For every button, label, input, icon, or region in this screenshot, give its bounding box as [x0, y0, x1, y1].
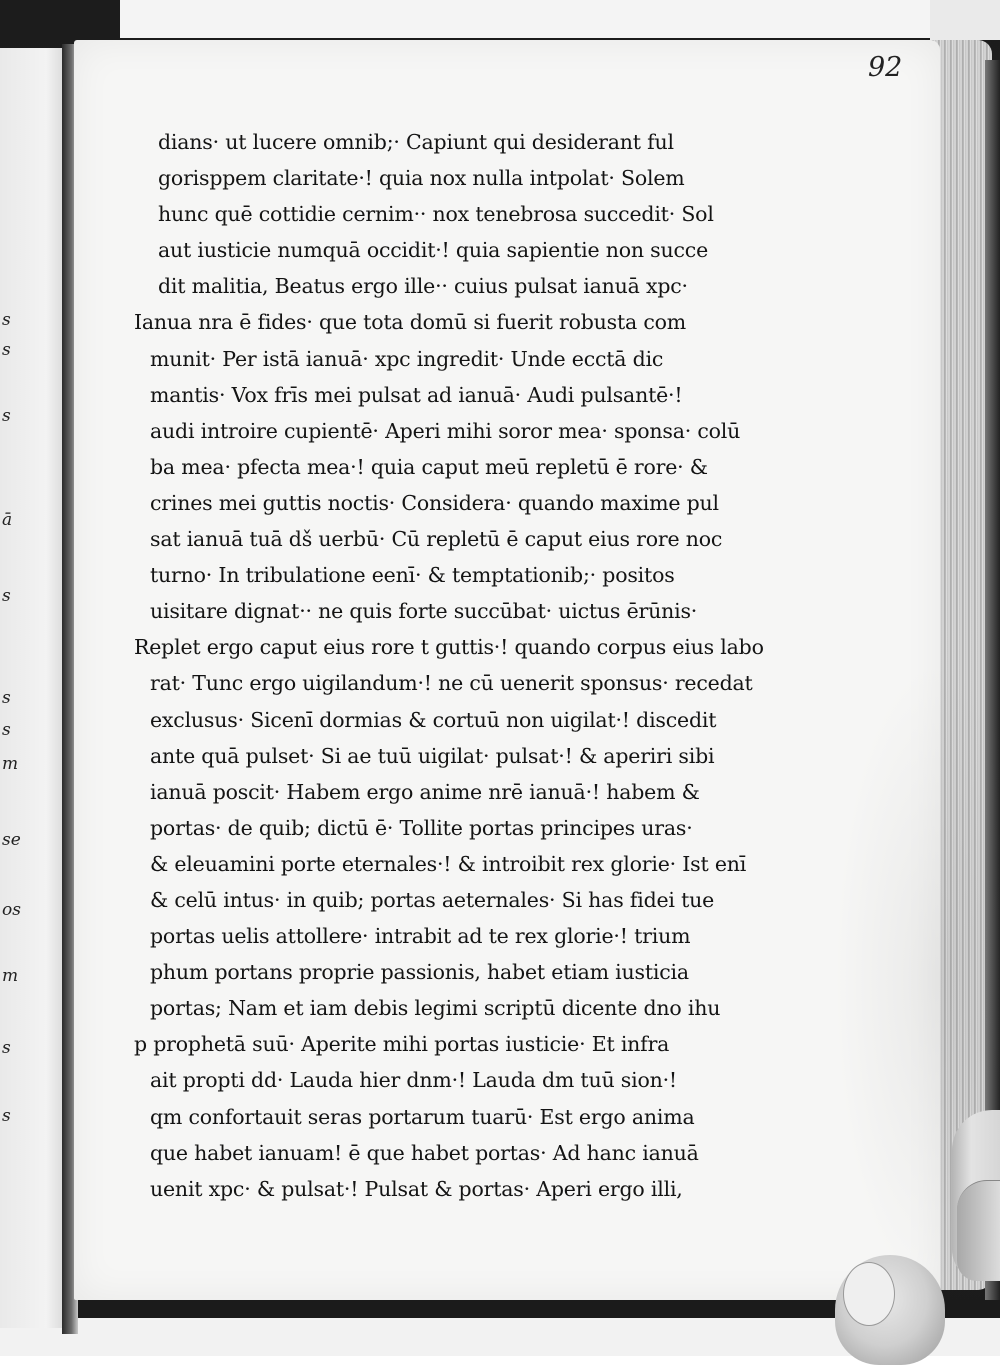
text-line: & celū intus· in quib; portas aeternales· Si has fidei tue: [150, 887, 715, 912]
left-margin-glyph: s: [2, 1038, 11, 1058]
text-line: uenit xpc· & pulsat·! Pulsat & portas· Aperi ergo illi,: [150, 1176, 683, 1201]
left-margin-glyph: s: [2, 688, 11, 708]
text-line: crines mei guttis noctis· Considera· quando maxime pul: [150, 490, 719, 515]
background-top: [120, 0, 1000, 38]
text-line: aut iusticie numquā occidit·! quia sapientie non succe: [158, 238, 708, 263]
text-line: exclusus· Sicenī dormias & cortuū non uigilat·! discedit: [150, 707, 717, 732]
left-margin-glyph: s: [2, 586, 11, 606]
text-line: Ianua nra ē fides· que tota domū si fuerit robusta com: [134, 310, 687, 335]
left-margin-glyph: s: [2, 310, 11, 330]
text-line: portas· de quib; dictū ē· Tollite portas principes uras·: [150, 815, 693, 840]
text-line: mantis· Vox frīs mei pulsat ad ianuā· Audi pulsantē·!: [150, 382, 683, 407]
text-line: qm confortauit seras portarum tuarū· Est ergo anima: [150, 1104, 695, 1129]
text-line: gorisppem claritate·! quia nox nulla intpolat· Solem: [158, 166, 685, 191]
hand-finger: [957, 1180, 1000, 1281]
text-line: sat ianuā tuā dš uerbū· Cū repletū ē caput eius rore noc: [150, 527, 723, 552]
text-line: ianuā poscit· Habem ergo anime nrē ianuā·! habem &: [150, 779, 700, 804]
text-line: phum portans proprie passionis, habet etiam iusticia: [150, 960, 689, 985]
left-margin-glyph: m: [2, 754, 19, 774]
text-line: ante quā pulset· Si ae tuū uigilat· pulsat·! & aperiri sibi: [150, 743, 715, 768]
manuscript-text: [120, 124, 810, 1207]
folio-number: 92: [868, 52, 903, 83]
text-line: rat· Tunc ergo uigilandum·! ne cū uenerit sponsus· recedat: [150, 671, 753, 696]
text-line: hunc quē cottidie cernim·· nox tenebrosa succedit· Sol: [158, 202, 714, 227]
text-line: p prophetā suū· Aperite mihi portas iusticie· Et infra: [134, 1032, 670, 1057]
text-line: turno· In tribulatione eenī· & temptationib;· positos: [150, 563, 675, 588]
text-line: portas; Nam et iam debis legimi scriptū dicente dno ihu: [150, 996, 721, 1021]
left-margin-glyph: ā: [2, 510, 13, 530]
thumb-nail: [843, 1262, 895, 1326]
background-top-right: [930, 0, 1000, 40]
facing-page-left: [0, 48, 69, 1328]
text-line: Replet ergo caput eius rore t guttis·! quando corpus eius labo: [134, 635, 764, 660]
text-line: & eleuamini porte eternales·! & introibit rex glorie· Ist enī: [150, 851, 747, 876]
text-line: audi introire cupientē· Aperi mihi soror mea· sponsa· colū: [150, 418, 741, 443]
left-margin-glyph: os: [2, 900, 21, 920]
left-margin-glyph: s: [2, 720, 11, 740]
text-line: que habet ianuam! ē que habet portas· Ad hanc ianuā: [150, 1140, 699, 1165]
text-line: ait propti dd· Lauda hier dnm·! Lauda dm tuū sion·!: [150, 1068, 677, 1093]
text-line: portas uelis attollere· intrabit ad te rex glorie·! trium: [150, 924, 691, 949]
text-line: ba mea· pfecta mea·! quia caput meū repletū ē rore· &: [150, 454, 708, 479]
left-margin-glyph: se: [2, 830, 21, 850]
text-line: dians· ut lucere omnib;· Capiunt qui desiderant ful: [158, 130, 674, 154]
text-line: uisitare dignat·· ne quis forte succūbat· uictus ērūnis·: [150, 599, 698, 624]
left-margin-glyph: s: [2, 340, 11, 360]
text-line: dit malitia, Beatus ergo ille·· cuius pulsat ianuā xpc·: [158, 274, 688, 299]
left-margin-glyph: s: [2, 1106, 11, 1126]
text-line: munit· Per istā ianuā· xpc ingredit· Unde ecctā dic: [150, 346, 664, 371]
left-margin-glyph: s: [2, 406, 11, 426]
left-margin-glyph: m: [2, 966, 19, 986]
